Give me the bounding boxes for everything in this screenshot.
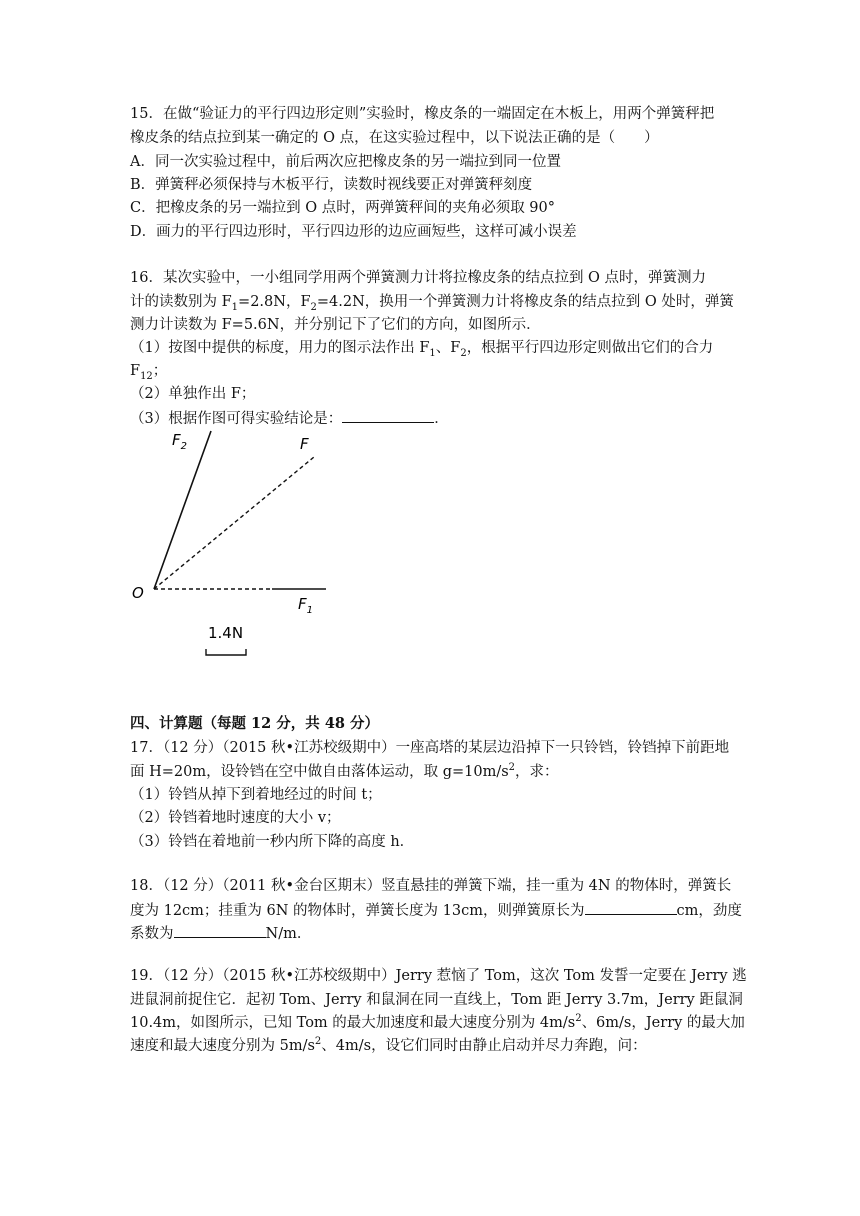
text: ，根据平行四边形定则做出它们的合力 [466, 340, 714, 356]
superscript: 2 [314, 1036, 322, 1048]
answer-blank-stiffness [174, 922, 266, 938]
label-f2 [172, 431, 187, 452]
answer-blank-length [585, 899, 677, 915]
q19-stem-line4 [130, 1036, 647, 1056]
label-o: O [132, 584, 144, 602]
q16-stem-line3: 测力计读数为 F=5.6N，并分别记下了它们的方向，如图所示． [130, 317, 541, 333]
subscript: 1 [429, 347, 436, 359]
text: =2.8N，F [238, 294, 311, 310]
subscript: 1 [231, 301, 239, 313]
text: F [130, 363, 141, 379]
q17-sub1: （1）铃铛从掉下到着地经过的时间 t； [130, 787, 382, 803]
text: 度为 12cm；挂重为 6N 的物体时，弹簧长度为 13cm，则弹簧原长为 [130, 903, 585, 919]
q16-sub1 [130, 338, 713, 358]
text: 计的读数别为 F [130, 294, 232, 310]
text: =4.2N，换用一个弹簧测力计将橡皮条的结点拉到 O 处时，弹簧 [316, 294, 734, 310]
q15-option-c: C．把橡皮条的另一端拉到 O 点时，两弹簧秤间的夹角必须取 90° [130, 200, 556, 216]
subscript: 2 [310, 301, 317, 313]
q15-option-a: A．同一次实验过程中，前后两次应把橡皮条的另一端拉到同一位置 [130, 154, 561, 170]
q16-sub1-cont [130, 361, 167, 381]
q15-stem-line1: 15．在做“验证力的平行四边形定则”实验时，橡皮条的一端固定在木板上，用两个弹簧秤把 [130, 106, 715, 122]
text: ，求： [515, 764, 559, 780]
q17-sub3: （3）铃铛在着地前一秒内所下降的高度 h． [130, 834, 415, 850]
text: F [172, 431, 181, 449]
superscript: 2 [508, 762, 516, 774]
text: 系数为 [130, 926, 174, 942]
q15-option-b: B．弹簧秤必须保持与木板平行，读数时视线要正对弹簧秤刻度 [130, 177, 533, 193]
q16-stem-line2 [130, 292, 734, 312]
q18-stem-line3 [130, 922, 311, 944]
section-title: 四、计算题（每题 12 分，共 48 分） [130, 715, 380, 732]
subscript: 2 [180, 441, 188, 452]
text: ． [434, 411, 449, 427]
text: 速度和最大速度分别为 5m/s [130, 1038, 315, 1054]
label-f: F [300, 435, 309, 453]
text: 、4m/s，设它们同时由静止启动并尽力奔跑，问： [321, 1038, 647, 1054]
text: 10.4m，如图所示，已知 Tom 的最大加速度和最大速度分别为 4m/s [130, 1015, 576, 1031]
force-diagram [128, 425, 348, 665]
q17-stem-line2 [130, 762, 559, 782]
text: 面 H=20m，设铃铛在空中做自由落体运动，取 g=10m/s [130, 764, 509, 780]
subscript: 12 [140, 370, 153, 382]
q19-stem-line1: 19．（12 分）（2015 秋•江苏校级期中）Jerry 惹恼了 Tom，这次 Tom 发誓一定要在 Jerry 逃 [130, 968, 747, 984]
q16-stem-line1: 16．某次实验中，一小组同学用两个弹簧测力计将拉橡皮条的结点拉到 O 点时，弹簧测力 [130, 270, 707, 286]
text: 、6m/s，Jerry 的最大加 [581, 1015, 745, 1031]
q19-stem-line2: 进鼠洞前捉住它．起初 Tom、Jerry 和鼠洞在同一直线上，Tom 距 Jerry 3.7m，Jerry 距鼠洞 [130, 992, 743, 1008]
q15-stem-line2: 橡皮条的结点拉到某一确定的 O 点，在这实验过程中，以下说法正确的是（ ） [130, 130, 659, 146]
q19-stem-line3 [130, 1013, 745, 1033]
scale-label: 1.4N [208, 624, 244, 642]
text: F [298, 595, 307, 613]
q18-stem-line2 [130, 899, 742, 921]
text: （1）按图中提供的标度，用力的图示法作出 F [130, 340, 430, 356]
q15-option-d: D．画力的平行四边形时，平行四边形的边应画短些，这样可减小误差 [130, 224, 577, 240]
q17-stem-line1: 17．（12 分）（2015 秋•江苏校级期中）一座高塔的某层边沿掉下一只铃铛，铃铛掉下前距地 [130, 740, 730, 756]
text: ； [152, 363, 168, 379]
text: cm，劲度 [676, 903, 742, 919]
superscript: 2 [575, 1013, 582, 1025]
subscript: 1 [306, 605, 314, 616]
text: （3）根据作图可得实验结论是： [130, 411, 343, 427]
text: 、F [435, 340, 461, 356]
q16-sub2: （2）单独作出 F； [130, 386, 256, 402]
q17-sub2: （2）铃铛着地时速度的大小 v； [130, 810, 341, 826]
q18-stem-line1: 18．（12 分）（2011 秋•金台区期末）竖直悬挂的弹簧下端，挂一重为 4N 的物体时，弹簧长 [130, 878, 732, 894]
answer-blank [342, 407, 434, 423]
text: N/m． [265, 926, 312, 942]
subscript: 2 [460, 347, 467, 359]
label-f1 [298, 595, 313, 616]
scale-bar [206, 649, 246, 655]
